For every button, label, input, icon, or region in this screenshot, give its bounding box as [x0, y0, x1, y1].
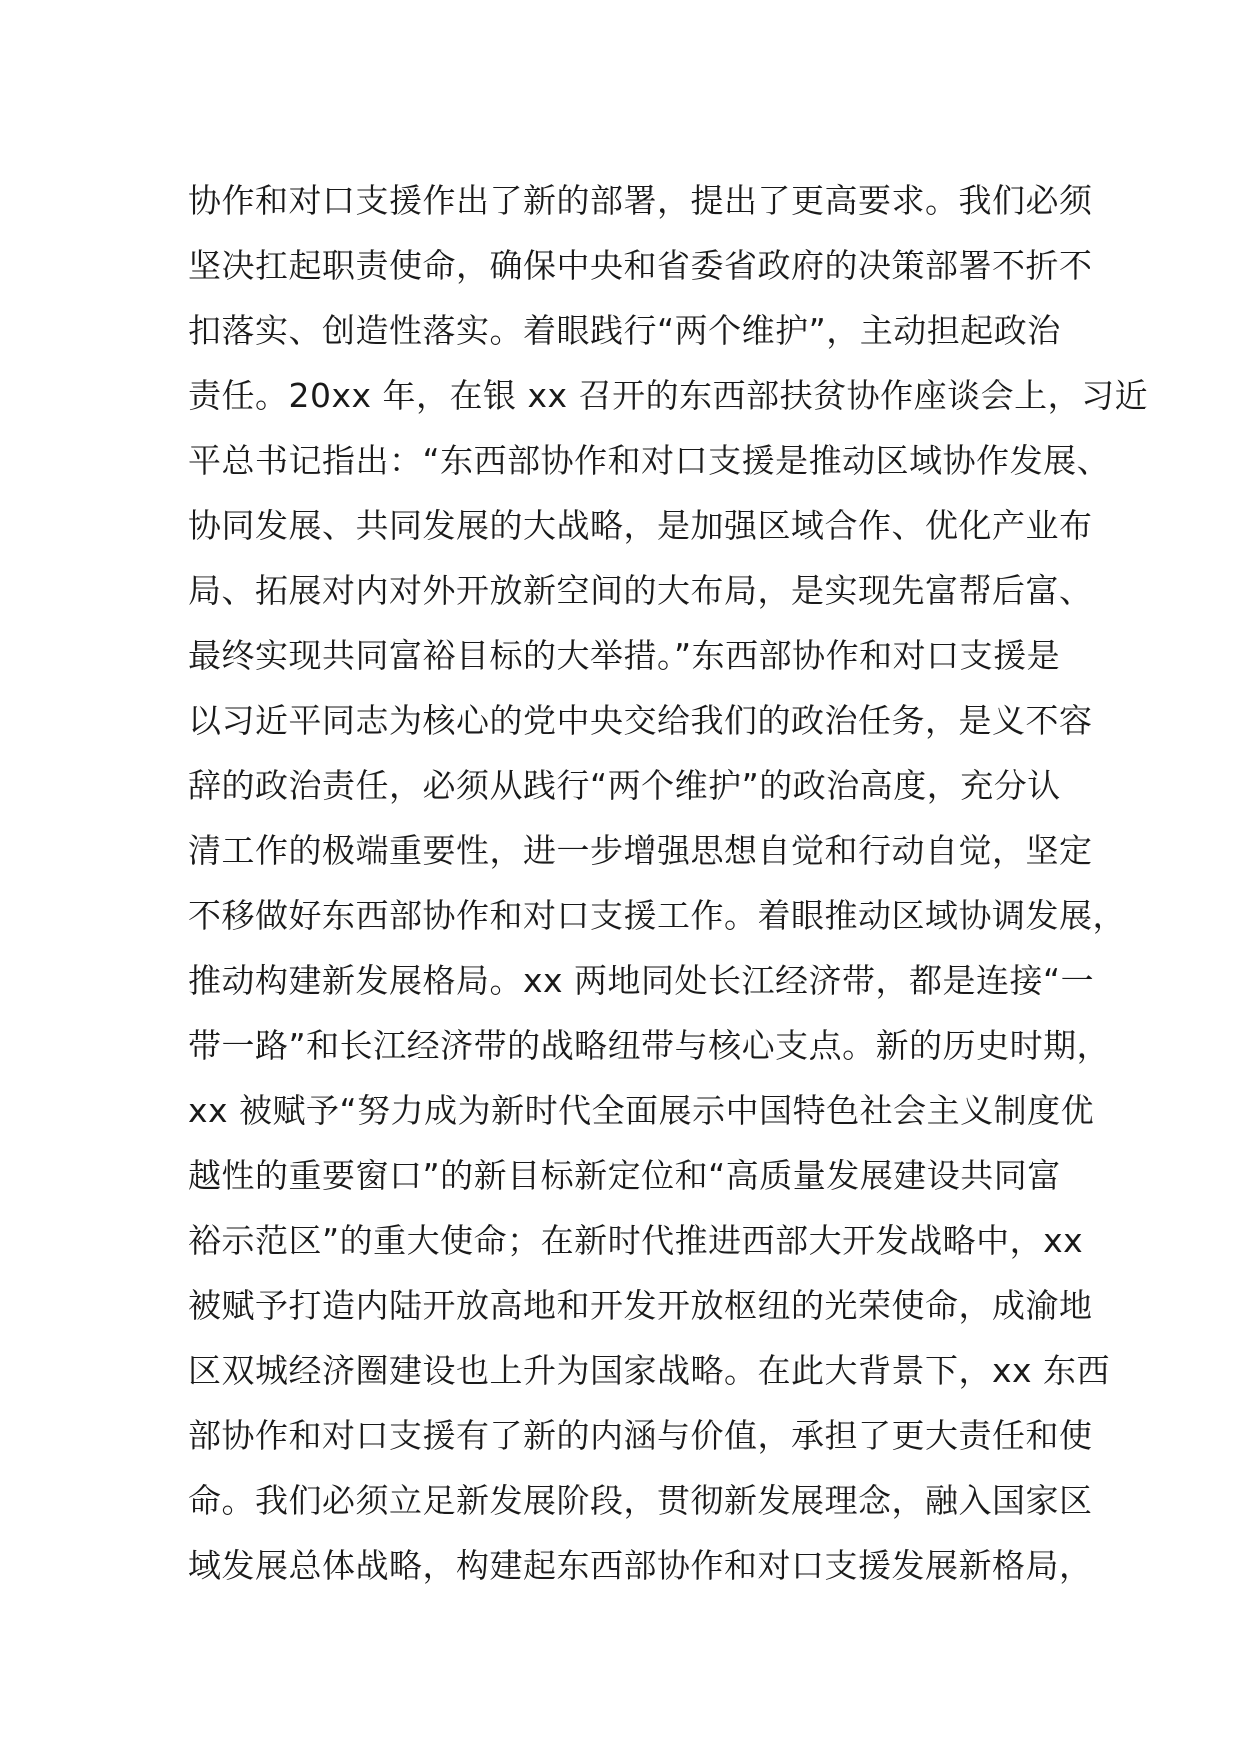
text-line: 平总书记指出：“东西部协作和对口支援是推动区域协作发展、: [188, 441, 1111, 480]
text-line: 局、拓展对内对外开放新空间的大布局，是实现先富帮后富、: [188, 571, 1093, 610]
body-text: [188, 168, 1149, 1598]
text-line: 协作和对口支援作出了新的部署，提出了更高要求。我们必须: [188, 181, 1093, 220]
text-line: 区双城经济圈建设也上升为国家战略。在此大背景下，xx 东西: [188, 1351, 1111, 1390]
text-line: 命。我们必须立足新发展阶段，贯彻新发展理念，融入国家区: [188, 1481, 1093, 1520]
text-line: 责任。20xx 年，在银 xx 召开的东西部扶贫协作座谈会上，习近: [188, 376, 1149, 415]
text-line: 协同发展、共同发展的大战略，是加强区域合作、优化产业布: [188, 506, 1093, 545]
text-line: 推动构建新发展格局。xx 两地同处长江经济带，都是连接“一: [188, 961, 1095, 1000]
text-line: 部协作和对口支援有了新的内涵与价值，承担了更大责任和使: [188, 1416, 1093, 1455]
text-line: 扣落实、创造性落实。着眼践行“两个维护”，主动担起政治: [188, 311, 1061, 350]
text-line: 不移做好东西部协作和对口支援工作。着眼推动区域协调发展，: [188, 896, 1126, 935]
text-line: 以习近平同志为核心的党中央交给我们的政治任务，是义不容: [188, 701, 1093, 740]
text-line: 裕示范区”的重大使命；在新时代推进西部大开发战略中，xx: [188, 1221, 1084, 1260]
text-line: 域发展总体战略，构建起东西部协作和对口支援发展新格局，: [188, 1546, 1093, 1585]
text-line: 带一路”和长江经济带的战略纽带与核心支点。新的历史时期，: [188, 1026, 1111, 1065]
text-line: 坚决扛起职责使命，确保中央和省委省政府的决策部署不折不: [188, 246, 1093, 285]
text-line: 最终实现共同富裕目标的大举措。”东西部协作和对口支援是: [188, 636, 1061, 675]
text-line: 被赋予打造内陆开放高地和开发开放枢纽的光荣使命，成渝地: [188, 1286, 1093, 1325]
text-line: xx 被赋予“努力成为新时代全面展示中国特色社会主义制度优: [188, 1091, 1095, 1130]
text-line: 清工作的极端重要性，进一步增强思想自觉和行动自觉，坚定: [188, 831, 1093, 870]
text-line: 越性的重要窗口”的新目标新定位和“高质量发展建设共同富: [188, 1156, 1061, 1195]
text-line: 辞的政治责任，必须从践行“两个维护”的政治高度，充分认: [188, 766, 1061, 805]
